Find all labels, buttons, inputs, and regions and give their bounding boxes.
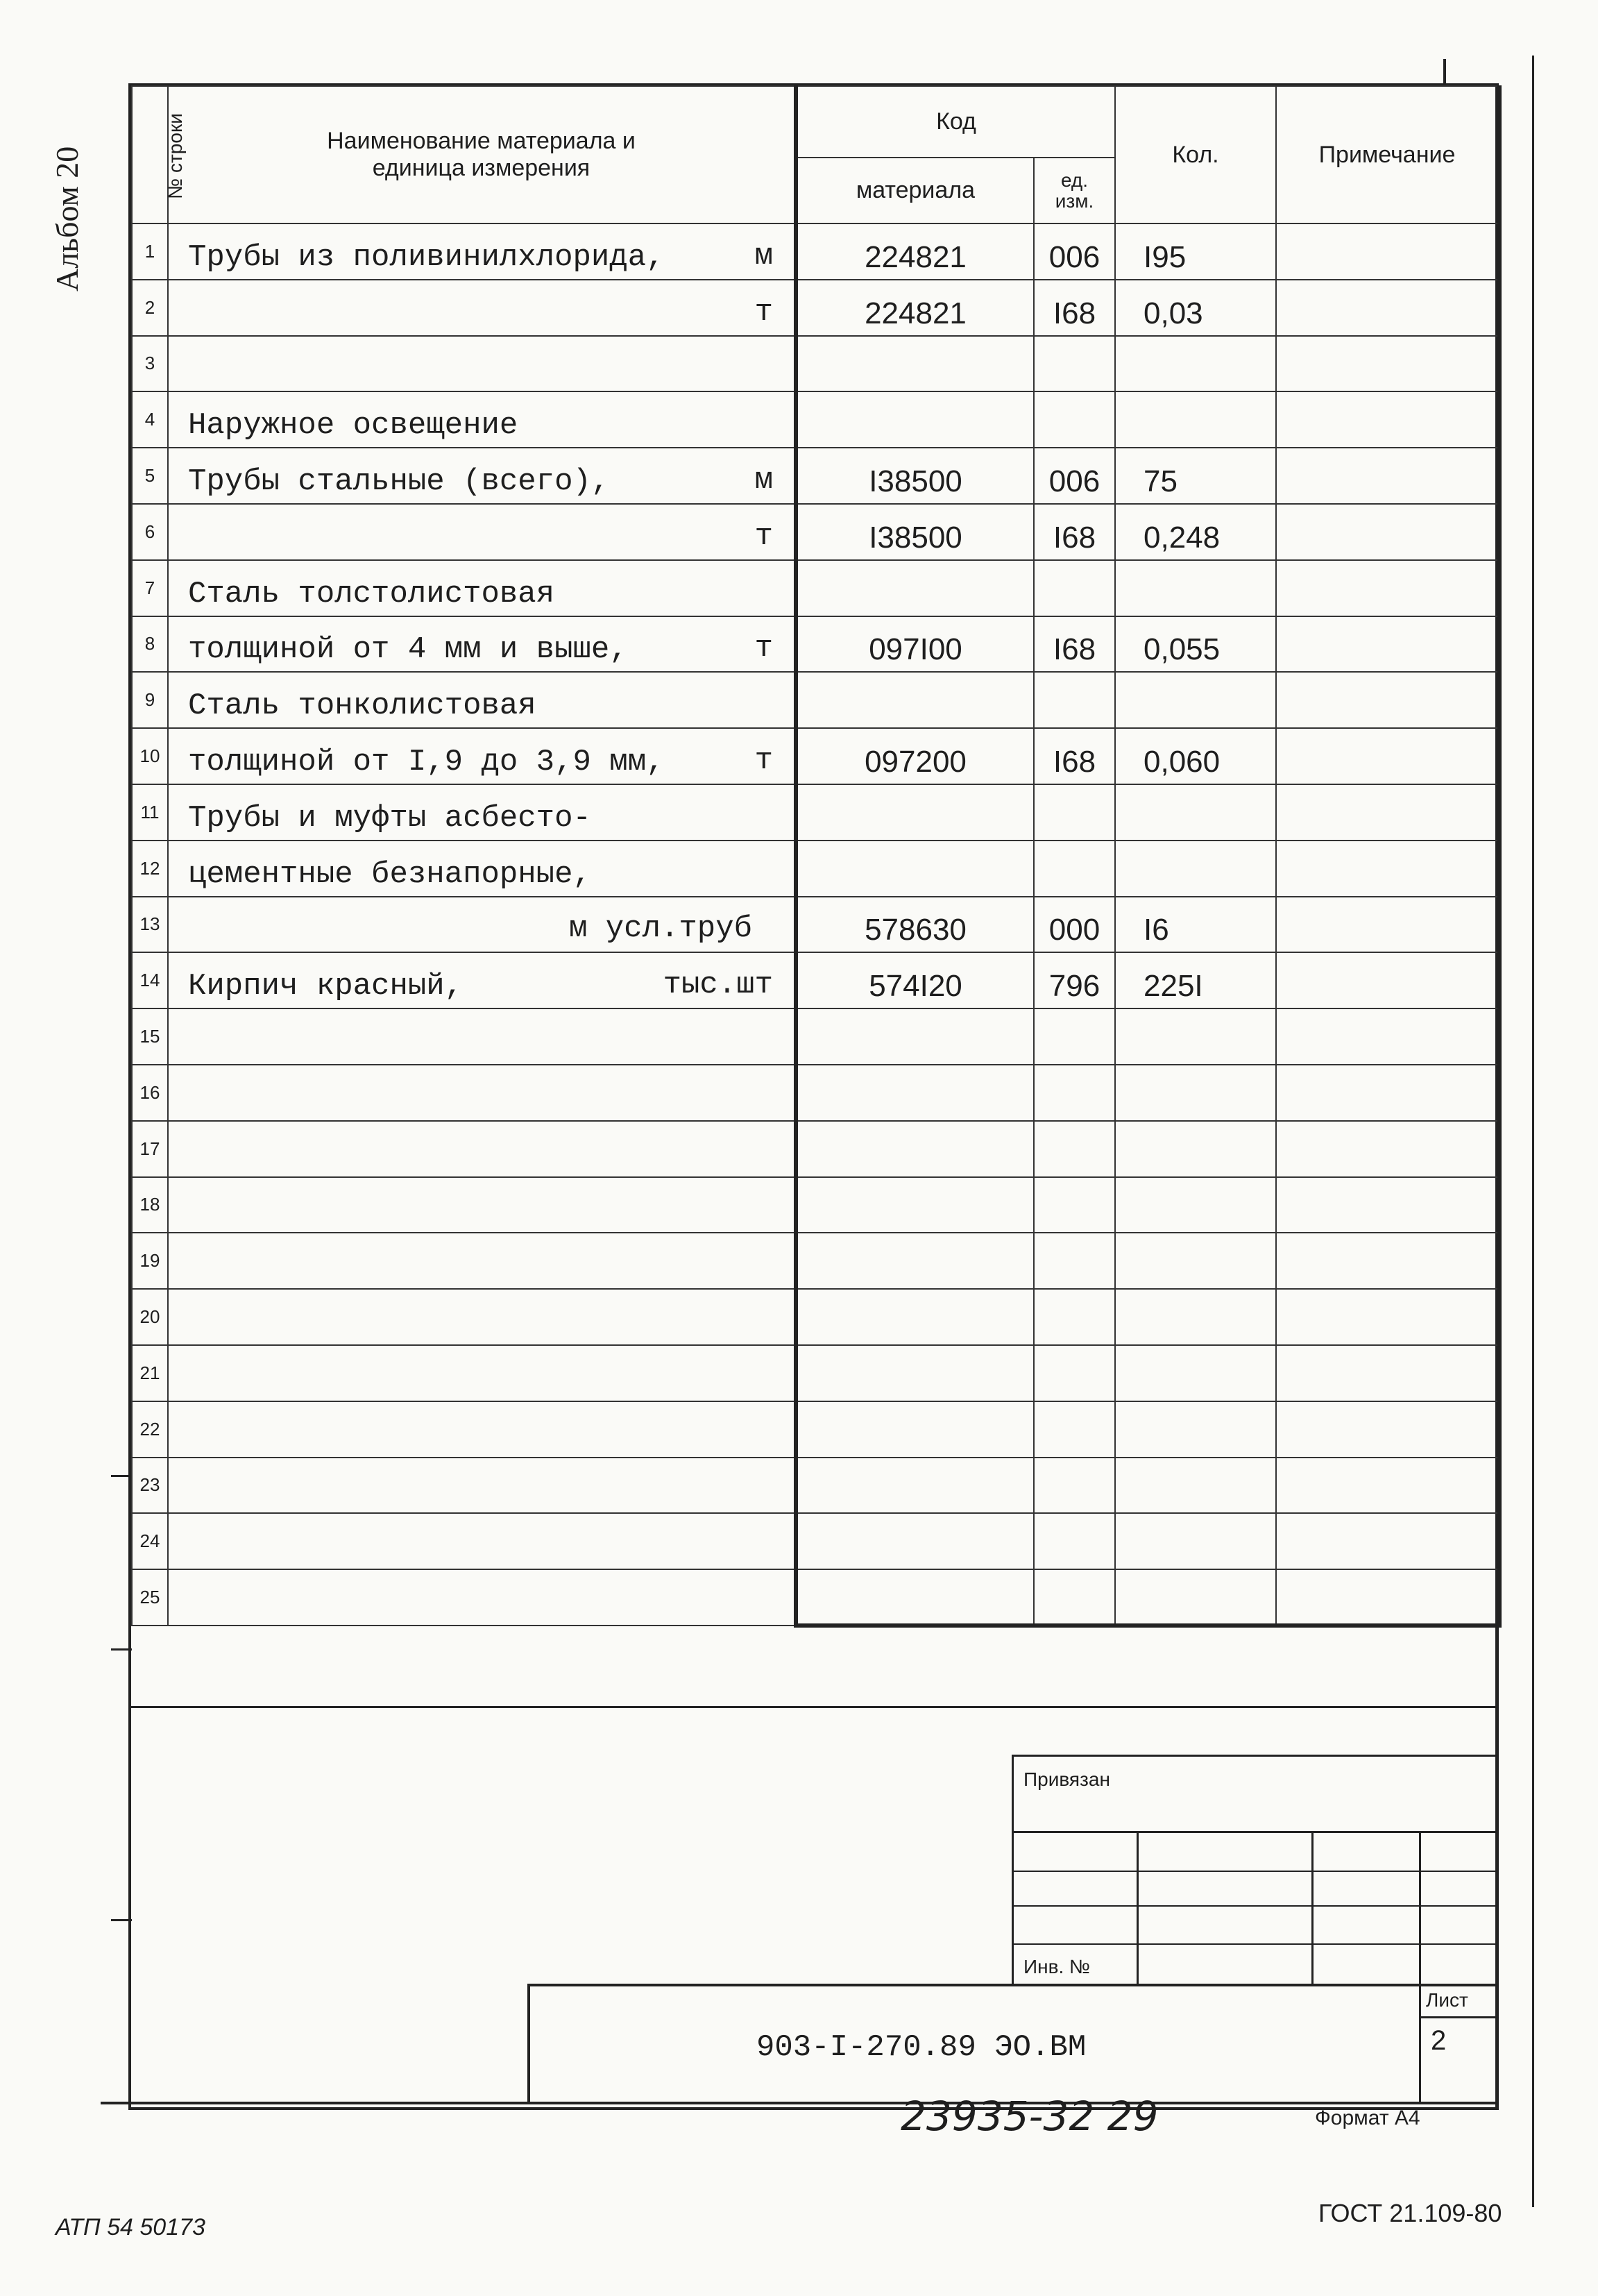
row-number: 16 xyxy=(132,1065,168,1121)
material-name-cell xyxy=(168,897,796,953)
quantity: 0,060 xyxy=(1115,728,1276,784)
table-row xyxy=(132,897,1499,953)
row-number: 20 xyxy=(132,1289,168,1345)
material-code xyxy=(796,336,1034,392)
row-number: 4 xyxy=(132,391,168,448)
material-code: 574I20 xyxy=(796,952,1034,1008)
note-cell xyxy=(1276,952,1499,1008)
inventory-number-label: Инв. № xyxy=(1023,1956,1091,1977)
quantity xyxy=(1115,1008,1276,1065)
table-row xyxy=(132,1513,1499,1569)
row-number: 5 xyxy=(132,448,168,504)
unit-code: 796 xyxy=(1034,952,1115,1008)
unit-code: I68 xyxy=(1034,504,1115,560)
material-code xyxy=(796,1008,1034,1065)
unit-code-header-line2: изм. xyxy=(1055,189,1094,212)
material-code xyxy=(796,391,1034,448)
material-name: Наружное освещение xyxy=(188,408,518,444)
stamp-top-line xyxy=(131,1706,1499,1708)
material-code xyxy=(796,1177,1034,1233)
quantity xyxy=(1115,1458,1276,1514)
note-cell xyxy=(1276,1458,1499,1514)
material-name-cell xyxy=(168,728,796,784)
material-name-header xyxy=(168,86,796,223)
material-name-cell xyxy=(168,952,796,1008)
material-name-cell xyxy=(168,616,796,673)
unit-of-measure: м xyxy=(754,462,773,498)
material-name-cell xyxy=(168,560,796,616)
material-name-cell xyxy=(168,223,796,280)
note-cell xyxy=(1276,504,1499,560)
note-cell xyxy=(1276,1008,1499,1065)
unit-code: 006 xyxy=(1034,223,1115,280)
quantity xyxy=(1115,1177,1276,1233)
footer-left-code: АТП 54 50173 xyxy=(56,2214,205,2240)
sheet-label: Лист xyxy=(1426,1989,1468,2011)
table-row xyxy=(132,1401,1499,1458)
quantity xyxy=(1115,1401,1276,1458)
material-name-cell xyxy=(168,1177,796,1233)
material-name: толщиной от I,9 до 3,9 мм, xyxy=(188,744,665,779)
material-code: 224821 xyxy=(796,223,1034,280)
note-cell xyxy=(1276,1065,1499,1121)
material-code xyxy=(796,1065,1034,1121)
quantity xyxy=(1115,784,1276,841)
material-code xyxy=(796,784,1034,841)
quantity xyxy=(1115,841,1276,897)
table-row xyxy=(132,504,1499,560)
stamp-line xyxy=(1137,1831,1139,1984)
material-name-cell xyxy=(168,1513,796,1569)
row-number: 23 xyxy=(132,1458,168,1514)
row-number: 25 xyxy=(132,1569,168,1626)
table-row xyxy=(132,336,1499,392)
unit-code xyxy=(1034,336,1115,392)
quantity xyxy=(1115,672,1276,728)
stamp-line xyxy=(527,1984,530,2103)
row-number: 3 xyxy=(132,336,168,392)
attached-label: Привязан xyxy=(1023,1769,1110,1790)
material-name-cell xyxy=(168,448,796,504)
note-cell xyxy=(1276,616,1499,673)
note-cell xyxy=(1276,1569,1499,1626)
row-number-header-text: № строки xyxy=(164,112,186,199)
unit-of-measure: м xyxy=(754,238,773,273)
quantity: 0,03 xyxy=(1115,280,1276,336)
album-label: Альбом 20 xyxy=(49,146,85,292)
table-row xyxy=(132,1121,1499,1177)
row-number: 18 xyxy=(132,1177,168,1233)
material-code xyxy=(796,1569,1034,1626)
row-number: 9 xyxy=(132,672,168,728)
unit-code xyxy=(1034,1008,1115,1065)
table-row xyxy=(132,1345,1499,1401)
row-number: 8 xyxy=(132,616,168,673)
row-number: 1 xyxy=(132,223,168,280)
note-cell xyxy=(1276,391,1499,448)
quantity xyxy=(1115,1233,1276,1289)
material-code xyxy=(796,841,1034,897)
stamp-line xyxy=(1012,1755,1014,1984)
material-name-cell xyxy=(168,1233,796,1289)
table-row xyxy=(132,1177,1499,1233)
material-name-cell xyxy=(168,1289,796,1345)
stamp-line xyxy=(527,1984,1499,1986)
material-code xyxy=(796,1289,1034,1345)
document-code: 903-I-270.89 ЭО.ВМ xyxy=(756,2030,1087,2065)
row-number: 10 xyxy=(132,728,168,784)
table-row xyxy=(132,728,1499,784)
material-code: 578630 xyxy=(796,897,1034,953)
row-number: 17 xyxy=(132,1121,168,1177)
quantity xyxy=(1115,1121,1276,1177)
note-cell xyxy=(1276,336,1499,392)
row-number: 12 xyxy=(132,841,168,897)
unit-code: I68 xyxy=(1034,728,1115,784)
quantity xyxy=(1115,1065,1276,1121)
material-spec-table xyxy=(131,85,1502,1628)
quantity xyxy=(1115,1289,1276,1345)
material-code xyxy=(796,1513,1034,1569)
sheet-number: 2 xyxy=(1431,2025,1447,2056)
row-number: 21 xyxy=(132,1345,168,1401)
quantity: 225I xyxy=(1115,952,1276,1008)
stamp-line xyxy=(1012,1755,1499,1757)
quantity: 75 xyxy=(1115,448,1276,504)
note-cell xyxy=(1276,1233,1499,1289)
table-row xyxy=(132,223,1499,280)
material-name-cell xyxy=(168,672,796,728)
unit-code-header xyxy=(1034,158,1115,223)
unit-of-measure: т xyxy=(754,518,773,554)
material-name-cell xyxy=(168,280,796,336)
stamp-line xyxy=(1012,1943,1499,1945)
stamp-line xyxy=(1419,1831,1421,2102)
material-code: 097I00 xyxy=(796,616,1034,673)
unit-code xyxy=(1034,391,1115,448)
stamp-line xyxy=(1012,1831,1499,1833)
stamp-line xyxy=(1419,2016,1499,2018)
unit-of-measure: т xyxy=(754,743,773,778)
row-number: 24 xyxy=(132,1513,168,1569)
unit-code xyxy=(1034,1289,1115,1345)
table-row xyxy=(132,672,1499,728)
note-cell xyxy=(1276,728,1499,784)
material-name-cell xyxy=(168,391,796,448)
quantity: 0,248 xyxy=(1115,504,1276,560)
note-cell xyxy=(1276,1345,1499,1401)
material-name-cell xyxy=(168,1458,796,1514)
format-label: Формат А4 xyxy=(1315,2107,1420,2129)
stamp-line xyxy=(1012,1871,1499,1872)
quantity xyxy=(1115,336,1276,392)
note-cell xyxy=(1276,560,1499,616)
table-row xyxy=(132,448,1499,504)
row-number: 13 xyxy=(132,897,168,953)
stamp-line xyxy=(1311,1831,1314,1984)
quantity: 0,055 xyxy=(1115,616,1276,673)
material-name-cell xyxy=(168,336,796,392)
material-name: Трубы стальные (всего), xyxy=(188,464,610,499)
material-name-cell xyxy=(168,1065,796,1121)
note-cell xyxy=(1276,672,1499,728)
note-cell xyxy=(1276,1513,1499,1569)
material-code xyxy=(796,1233,1034,1289)
note-cell xyxy=(1276,223,1499,280)
row-number-header xyxy=(132,86,186,223)
frame-bottom-extension xyxy=(101,2102,1499,2104)
unit-code xyxy=(1034,1401,1115,1458)
unit-of-measure: тыс.шт xyxy=(663,968,773,1003)
unit-code: I68 xyxy=(1034,280,1115,336)
unit-code: I68 xyxy=(1034,616,1115,673)
note-cell xyxy=(1276,1177,1499,1233)
table-row xyxy=(132,560,1499,616)
note-cell xyxy=(1276,841,1499,897)
unit-code xyxy=(1034,1065,1115,1121)
material-name-cell xyxy=(168,784,796,841)
material-name: Сталь тонколистовая xyxy=(188,689,536,724)
note-cell xyxy=(1276,784,1499,841)
unit-code xyxy=(1034,784,1115,841)
row-number: 7 xyxy=(132,560,168,616)
table-row xyxy=(132,952,1499,1008)
unit-code xyxy=(1034,560,1115,616)
material-name: Сталь толстолистовая xyxy=(188,576,555,611)
table-row xyxy=(132,1458,1499,1514)
table-row xyxy=(132,1008,1499,1065)
note-header: Примечание xyxy=(1276,86,1499,223)
stamp-line xyxy=(1012,1905,1499,1907)
table-row xyxy=(132,1065,1499,1121)
table-row xyxy=(132,391,1499,448)
material-name-cell xyxy=(168,1401,796,1458)
unit-code xyxy=(1034,1177,1115,1233)
material-code-header: материала xyxy=(796,158,1034,223)
note-cell xyxy=(1276,280,1499,336)
material-name: цементные безнапорные, xyxy=(188,856,591,892)
material-name-cell xyxy=(168,841,796,897)
row-number: 6 xyxy=(132,504,168,560)
table-row xyxy=(132,784,1499,841)
unit-code xyxy=(1034,1513,1115,1569)
material-name-cell xyxy=(168,1569,796,1626)
material-code xyxy=(796,1121,1034,1177)
unit-code xyxy=(1034,1345,1115,1401)
handwritten-number: 23935-32 29 xyxy=(901,2093,1159,2140)
material-name-cell xyxy=(168,1345,796,1401)
note-cell xyxy=(1276,448,1499,504)
material-name: толщиной от 4 мм и выше, xyxy=(188,632,628,668)
row-number: 19 xyxy=(132,1233,168,1289)
table-row xyxy=(132,1233,1499,1289)
row-number: 11 xyxy=(132,784,168,841)
unit-code: 000 xyxy=(1034,897,1115,953)
unit-code xyxy=(1034,1458,1115,1514)
material-code xyxy=(796,1458,1034,1514)
table-row xyxy=(132,1289,1499,1345)
material-code: 097200 xyxy=(796,728,1034,784)
quantity xyxy=(1115,1569,1276,1626)
row-number: 22 xyxy=(132,1401,168,1458)
row-number: 2 xyxy=(132,280,168,336)
unit-code: 006 xyxy=(1034,448,1115,504)
row-number: 15 xyxy=(132,1008,168,1065)
unit-of-measure: т xyxy=(754,631,773,666)
quantity: I95 xyxy=(1115,223,1276,280)
table-row xyxy=(132,616,1499,673)
material-code xyxy=(796,672,1034,728)
row-number: 14 xyxy=(132,952,168,1008)
material-code xyxy=(796,1345,1034,1401)
unit-code xyxy=(1034,1233,1115,1289)
note-cell xyxy=(1276,1401,1499,1458)
unit-code xyxy=(1034,1121,1115,1177)
note-cell xyxy=(1276,1121,1499,1177)
material-code: 224821 xyxy=(796,280,1034,336)
unit-of-measure: м усл.труб xyxy=(568,911,752,947)
material-code: I38500 xyxy=(796,448,1034,504)
material-code: I38500 xyxy=(796,504,1034,560)
quantity: I6 xyxy=(1115,897,1276,953)
material-name-header-line2: единица измерения xyxy=(372,155,590,181)
note-cell xyxy=(1276,897,1499,953)
material-name-header-line1: Наименование материала и xyxy=(327,128,636,154)
material-name: Трубы из поливинилхлорида, xyxy=(188,239,665,275)
table-row xyxy=(132,1569,1499,1626)
quantity xyxy=(1115,391,1276,448)
quantity xyxy=(1115,560,1276,616)
material-code xyxy=(796,1401,1034,1458)
material-name-cell xyxy=(168,1121,796,1177)
material-code xyxy=(796,560,1034,616)
sheet-edge xyxy=(1532,56,1534,2207)
quantity xyxy=(1115,1345,1276,1401)
unit-code xyxy=(1034,1569,1115,1626)
material-name-cell xyxy=(168,1008,796,1065)
registration-tick xyxy=(1443,59,1446,87)
code-header: Код xyxy=(796,86,1115,158)
table-row xyxy=(132,841,1499,897)
material-name-cell xyxy=(168,504,796,560)
gost-label: ГОСТ 21.109-80 xyxy=(1318,2199,1502,2227)
unit-code-header-line1: ед. xyxy=(1060,169,1089,191)
material-name: Кирпич красный, xyxy=(188,969,464,1004)
unit-code xyxy=(1034,672,1115,728)
table-row xyxy=(132,280,1499,336)
material-name: Трубы и муфты асбесто- xyxy=(188,800,591,836)
quantity xyxy=(1115,1513,1276,1569)
unit-of-measure: т xyxy=(754,294,773,330)
unit-code xyxy=(1034,841,1115,897)
note-cell xyxy=(1276,1289,1499,1345)
quantity-header: Кол. xyxy=(1115,86,1276,223)
